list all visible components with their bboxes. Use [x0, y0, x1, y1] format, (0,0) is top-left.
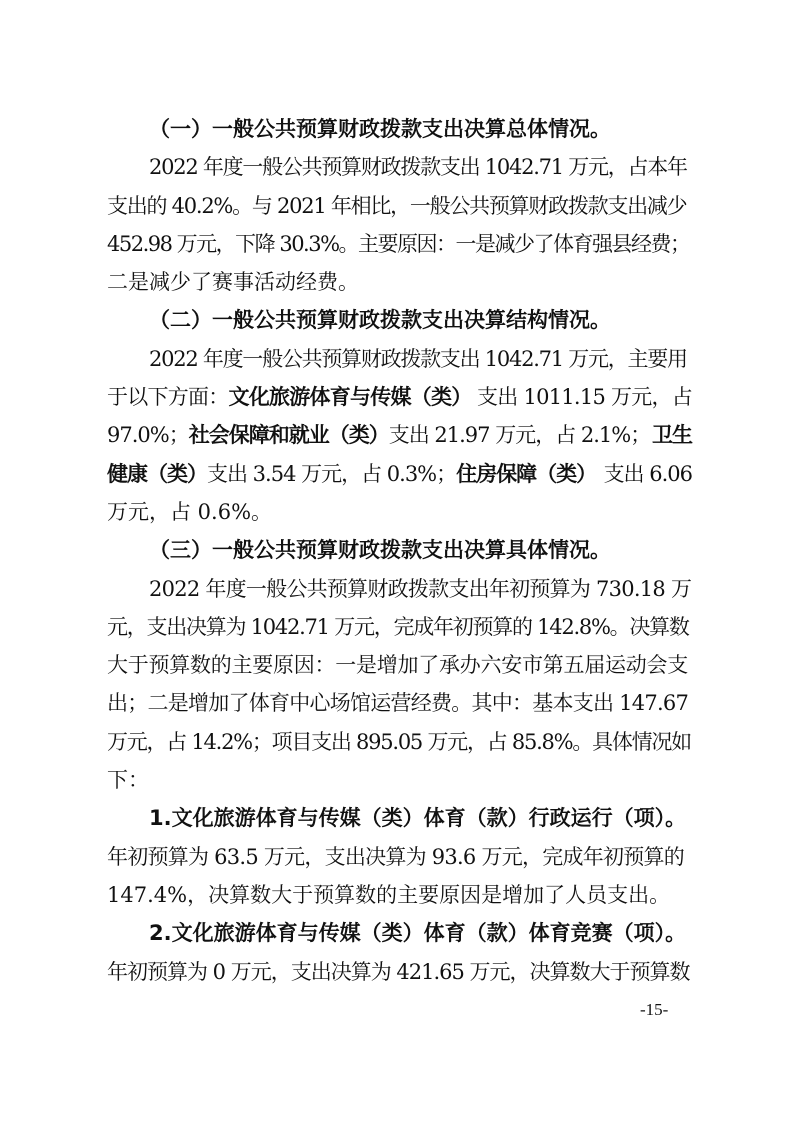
paragraph-line: 支出的 40.2%。与 2021 年相比，一般公共预算财政拨款支出减少 — [107, 193, 687, 218]
paragraph-line: 年初预算为 0 万元，支出决算为 421.65 万元，决算数大于预算数 — [107, 959, 690, 984]
category-label: 社会保障和就业（类） — [188, 423, 389, 448]
paragraph-line: 万元，占 0.6%。 — [107, 499, 273, 524]
paragraph-line — [107, 455, 692, 493]
paragraph-line: 万元，占 14.2%；项目支出 895.05 万元，占 85.8%。具体情况如 — [107, 729, 691, 754]
text-run: 支出 3.54 万元，占 0.3%； — [207, 461, 457, 486]
paragraph-line: 147.4%，决算数大于预算数的主要原因是增加了人员支出。 — [107, 882, 671, 907]
category-label: 住房保障（类） — [456, 461, 597, 486]
category-label: 文化旅游体育与传媒（类） — [228, 385, 472, 410]
text-run: 于以下方面： — [107, 385, 229, 410]
paragraph-line — [107, 378, 692, 416]
text-run: 支出 1011.15 万元，占 — [477, 385, 692, 410]
paragraph-line: 下： — [107, 768, 149, 793]
text-run: 支出 6.06 — [603, 461, 692, 486]
section-heading-1: （一）一般公共预算财政拨款支出决算总体情况。 — [149, 117, 611, 141]
document-body — [107, 110, 692, 991]
section-heading-2: （二）一般公共预算财政拨款支出决算结构情况。 — [149, 308, 611, 333]
paragraph-line: 二是减少了赛事活动经费。 — [107, 270, 359, 295]
paragraph-line: 年初预算为 63.5 万元，支出决算为 93.6 万元，完成年初预算的 — [107, 844, 684, 869]
category-label: 卫生 — [652, 423, 692, 448]
paragraph-line: 2022 年度一般公共预算财政拨款支出年初预算为 730.18 万 — [149, 576, 692, 601]
paragraph-line — [107, 416, 692, 454]
paragraph-line: 452.98 万元，下降 30.3%。主要原因：一是减少了体育强县经费； — [107, 231, 690, 256]
paragraph-line: 2022 年度一般公共预算财政拨款支出 1042.71 万元，主要用 — [149, 346, 687, 371]
category-label: 健康（类） — [107, 461, 207, 486]
item-heading-1: 1.文化旅游体育与传媒（类）体育（款）行政运行（项）。 — [149, 806, 687, 831]
text-run: 97.0%； — [107, 423, 189, 448]
item-heading-2: 2.文化旅游体育与传媒（类）体育（款）体育竞赛（项）。 — [149, 921, 687, 946]
paragraph-line: 大于预算数的主要原因：一是增加了承办六安市第五届运动会支 — [107, 653, 688, 678]
paragraph-line: 出；二是增加了体育中心场馆运营经费。其中：基本支出 147.67 — [107, 691, 689, 716]
paragraph-line: 元，支出决算为 1042.71 万元，完成年初预算的 142.8%。决算数 — [107, 614, 689, 639]
text-run: 支出 21.97 万元，占 2.1%； — [388, 423, 651, 448]
page-number: -15- — [640, 1000, 669, 1019]
section-heading-3: （三）一般公共预算财政拨款支出决算具体情况。 — [149, 538, 611, 563]
paragraph-line: 2022 年度一般公共预算财政拨款支出 1042.71 万元，占本年 — [149, 155, 687, 180]
